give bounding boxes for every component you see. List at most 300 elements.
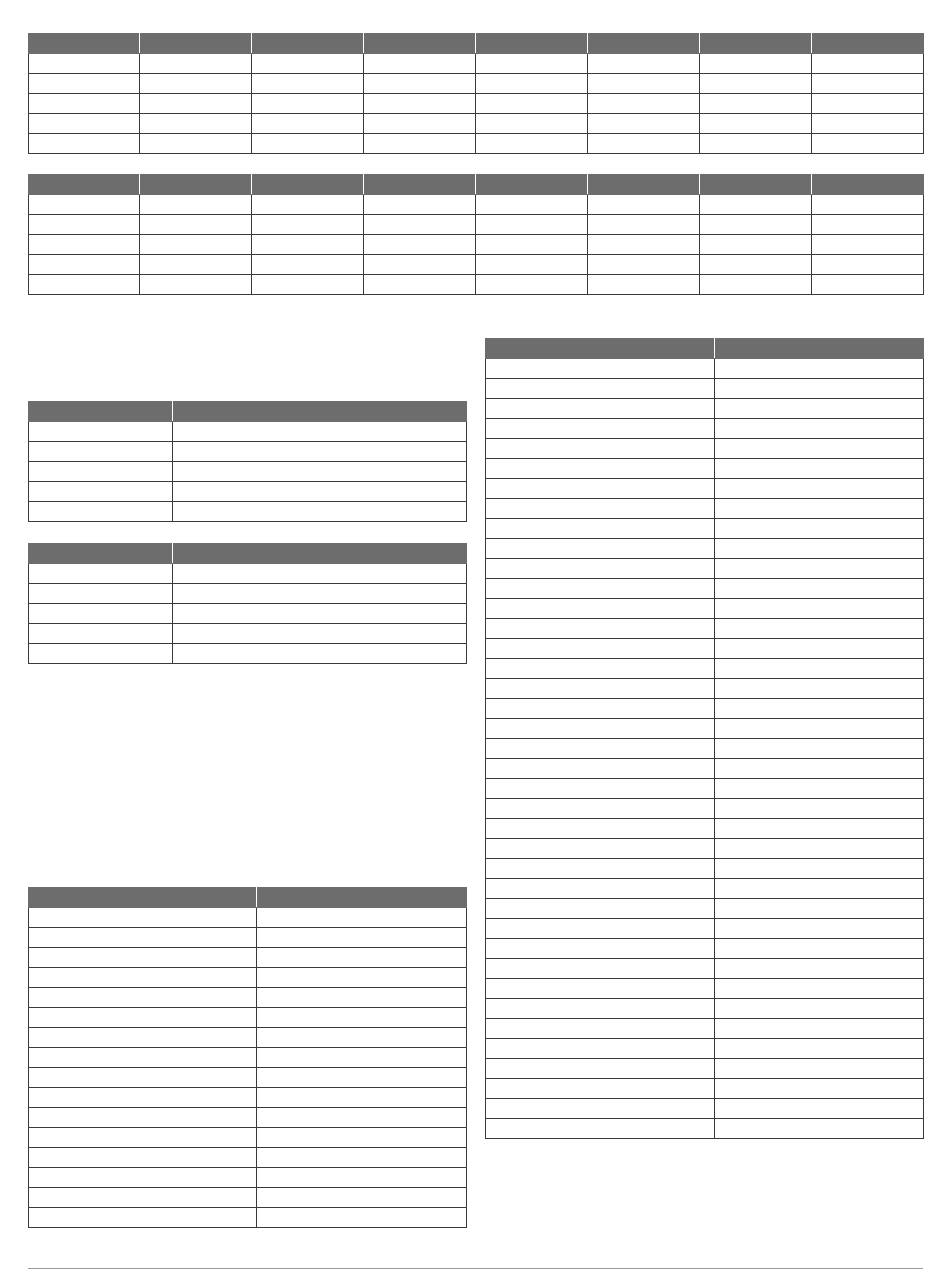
table-cell (29, 1048, 257, 1068)
column-header (715, 339, 924, 359)
table-cell (29, 114, 140, 134)
column-header (29, 175, 140, 195)
table-cell (257, 1188, 467, 1208)
table-cell (486, 639, 715, 659)
table-cell (715, 759, 924, 779)
table-cell (140, 215, 252, 235)
table-cell (257, 1108, 467, 1128)
table-row (486, 679, 924, 699)
table-cell (812, 54, 924, 74)
table-row (486, 419, 924, 439)
table-cell (29, 908, 257, 928)
table-cell (715, 439, 924, 459)
table-cell (812, 255, 924, 275)
table-row (29, 74, 924, 94)
table-row (29, 584, 467, 604)
table-cell (29, 584, 173, 604)
table-cell (476, 114, 588, 134)
table-row (29, 1008, 467, 1028)
table-cell (140, 255, 252, 275)
table-cell (700, 255, 812, 275)
table-cell (173, 502, 467, 522)
table-row (29, 928, 467, 948)
table-cell (29, 235, 140, 255)
header-row (29, 888, 467, 908)
table-row (486, 459, 924, 479)
table-cell (29, 564, 173, 584)
table-cell (715, 879, 924, 899)
left-small-table-1 (28, 401, 467, 522)
table-cell (700, 54, 812, 74)
table-row (29, 1088, 467, 1108)
table-cell (173, 644, 467, 664)
table-cell (715, 1099, 924, 1119)
table-cell (700, 215, 812, 235)
table-row (29, 1028, 467, 1048)
header-row (486, 339, 924, 359)
header-row (29, 34, 924, 54)
column-header (364, 175, 476, 195)
table-cell (364, 195, 476, 215)
table-header (29, 34, 924, 54)
table-cell (700, 275, 812, 295)
table-cell (715, 1019, 924, 1039)
table-cell (257, 1208, 467, 1228)
table-cell (486, 599, 715, 619)
table-cell (257, 1008, 467, 1028)
table-row (29, 462, 467, 482)
table-cell (812, 235, 924, 255)
table-cell (812, 74, 924, 94)
table-cell (29, 988, 257, 1008)
table-row (486, 939, 924, 959)
table-row (486, 1019, 924, 1039)
table-cell (476, 195, 588, 215)
table-cell (257, 1128, 467, 1148)
table-cell (715, 739, 924, 759)
table-cell (252, 235, 364, 255)
table-cell (486, 499, 715, 519)
table-row (29, 1048, 467, 1068)
table-cell (715, 919, 924, 939)
table-cell (29, 928, 257, 948)
table-cell (252, 94, 364, 114)
table-cell (486, 839, 715, 859)
table-cell (29, 134, 140, 154)
table-row (486, 739, 924, 759)
table-cell (29, 54, 140, 74)
table-cell (140, 114, 252, 134)
column-header (364, 34, 476, 54)
footer-divider (28, 1268, 923, 1269)
table-row (29, 215, 924, 235)
table-cell (715, 779, 924, 799)
table-cell (700, 235, 812, 255)
table-header (29, 402, 467, 422)
table-row (486, 539, 924, 559)
table-row (29, 255, 924, 275)
table-row (486, 959, 924, 979)
table-cell (486, 899, 715, 919)
table-row (486, 759, 924, 779)
column-header (140, 175, 252, 195)
table-row (486, 619, 924, 639)
table-cell (486, 659, 715, 679)
header-row (29, 544, 467, 564)
table-cell (29, 195, 140, 215)
table-row (486, 519, 924, 539)
table-cell (715, 1059, 924, 1079)
table-cell (812, 275, 924, 295)
table-row (29, 482, 467, 502)
table-cell (588, 275, 700, 295)
table-cell (715, 539, 924, 559)
table-cell (252, 255, 364, 275)
table-cell (715, 679, 924, 699)
table-cell (486, 519, 715, 539)
table-cell (173, 422, 467, 442)
table-row (29, 442, 467, 462)
table-row (486, 439, 924, 459)
table-cell (700, 114, 812, 134)
table-cell (588, 114, 700, 134)
table-row (29, 195, 924, 215)
table-cell (588, 255, 700, 275)
table-cell (486, 819, 715, 839)
table-cell (715, 799, 924, 819)
column-header (588, 175, 700, 195)
table-cell (588, 94, 700, 114)
table-row (29, 948, 467, 968)
table-cell (486, 879, 715, 899)
table-cell (29, 1108, 257, 1128)
table-row (486, 599, 924, 619)
table-cell (364, 54, 476, 74)
table-row (29, 422, 467, 442)
table-cell (486, 759, 715, 779)
table-cell (588, 134, 700, 154)
table-header (29, 888, 467, 908)
column-header (812, 175, 924, 195)
table-cell (715, 979, 924, 999)
table-body (486, 359, 924, 1139)
table-cell (257, 1048, 467, 1068)
table-cell (715, 999, 924, 1019)
table-row (486, 359, 924, 379)
table-cell (173, 604, 467, 624)
table-row (29, 644, 467, 664)
table-cell (486, 859, 715, 879)
table-cell (715, 379, 924, 399)
table-row (29, 502, 467, 522)
table-cell (257, 988, 467, 1008)
table-cell (476, 235, 588, 255)
table-cell (29, 1008, 257, 1028)
table-cell (29, 275, 140, 295)
table-cell (29, 462, 173, 482)
column-header (252, 175, 364, 195)
column-header (252, 34, 364, 54)
table-row (29, 968, 467, 988)
column-header (700, 175, 812, 195)
table-cell (715, 459, 924, 479)
table-cell (486, 359, 715, 379)
table-cell (29, 1028, 257, 1048)
table-cell (715, 1039, 924, 1059)
column-header (29, 544, 173, 564)
table-cell (715, 719, 924, 739)
column-header (140, 34, 252, 54)
table-cell (812, 114, 924, 134)
table-cell (173, 584, 467, 604)
wide-table-1 (28, 33, 924, 154)
table-cell (29, 604, 173, 624)
table-cell (700, 195, 812, 215)
table-row (29, 235, 924, 255)
table-cell (140, 235, 252, 255)
table-cell (812, 195, 924, 215)
table-row (29, 1108, 467, 1128)
column-header (812, 34, 924, 54)
table-body (29, 908, 467, 1228)
table-cell (257, 1088, 467, 1108)
table-cell (715, 839, 924, 859)
table-row (29, 134, 924, 154)
table-cell (29, 1188, 257, 1208)
column-header (173, 402, 467, 422)
table-cell (715, 419, 924, 439)
table-row (486, 579, 924, 599)
table-cell (486, 719, 715, 739)
table-cell (588, 195, 700, 215)
table-header (486, 339, 924, 359)
table-cell (715, 599, 924, 619)
table-cell (715, 479, 924, 499)
table-cell (715, 939, 924, 959)
table-row (486, 479, 924, 499)
table-cell (715, 699, 924, 719)
table-row (29, 908, 467, 928)
table-cell (715, 899, 924, 919)
table-cell (29, 255, 140, 275)
table-row (29, 1068, 467, 1088)
table-cell (486, 999, 715, 1019)
table-cell (700, 94, 812, 114)
header-row (29, 175, 924, 195)
table-cell (476, 275, 588, 295)
table-row (29, 564, 467, 584)
table-row (29, 275, 924, 295)
table-cell (257, 1148, 467, 1168)
table-cell (252, 74, 364, 94)
column-header (588, 34, 700, 54)
table-row (486, 1059, 924, 1079)
table-body (29, 564, 467, 664)
table-cell (715, 359, 924, 379)
header-row (29, 402, 467, 422)
table-cell (140, 94, 252, 114)
table-cell (252, 275, 364, 295)
table-cell (252, 114, 364, 134)
table-cell (29, 1148, 257, 1168)
table-row (486, 1079, 924, 1099)
table-cell (715, 619, 924, 639)
table-cell (715, 659, 924, 679)
table-cell (486, 799, 715, 819)
table-row (29, 624, 467, 644)
table-cell (486, 1079, 715, 1099)
table-row (486, 979, 924, 999)
table-row (486, 1119, 924, 1139)
table-row (486, 699, 924, 719)
table-row (486, 399, 924, 419)
table-cell (29, 502, 173, 522)
table-row (486, 819, 924, 839)
column-header (700, 34, 812, 54)
table-cell (257, 968, 467, 988)
table-cell (486, 1119, 715, 1139)
table-row (486, 999, 924, 1019)
table-cell (588, 235, 700, 255)
table-cell (364, 255, 476, 275)
table-row (486, 659, 924, 679)
table-cell (29, 1068, 257, 1088)
table-row (29, 1208, 467, 1228)
table-cell (29, 1128, 257, 1148)
table-cell (364, 275, 476, 295)
table-cell (476, 94, 588, 114)
table-cell (715, 859, 924, 879)
table-row (29, 1188, 467, 1208)
table-row (486, 379, 924, 399)
table-cell (486, 959, 715, 979)
table-row (29, 114, 924, 134)
table-row (29, 1128, 467, 1148)
table-cell (812, 94, 924, 114)
table-cell (715, 1119, 924, 1139)
table-cell (486, 579, 715, 599)
table-cell (486, 1059, 715, 1079)
table-row (486, 639, 924, 659)
table-cell (252, 215, 364, 235)
table-cell (29, 1168, 257, 1188)
table-cell (173, 564, 467, 584)
table-row (486, 1099, 924, 1119)
table-cell (486, 399, 715, 419)
table-cell (29, 74, 140, 94)
table-cell (588, 215, 700, 235)
table-cell (715, 639, 924, 659)
table-cell (173, 624, 467, 644)
table-row (29, 94, 924, 114)
table-cell (700, 74, 812, 94)
table-row (486, 919, 924, 939)
table-cell (486, 439, 715, 459)
table-cell (486, 1019, 715, 1039)
table-cell (486, 1099, 715, 1119)
table-cell (486, 459, 715, 479)
table-cell (257, 948, 467, 968)
table-cell (140, 275, 252, 295)
table-row (486, 499, 924, 519)
table-cell (588, 74, 700, 94)
table-cell (257, 908, 467, 928)
left-long-table (28, 887, 467, 1228)
table-cell (486, 419, 715, 439)
table-cell (476, 54, 588, 74)
table-cell (715, 559, 924, 579)
table-cell (364, 235, 476, 255)
wide-table-2 (28, 174, 924, 295)
column-header (486, 339, 715, 359)
table-cell (140, 74, 252, 94)
table-cell (252, 195, 364, 215)
table-cell (715, 819, 924, 839)
table-cell (29, 1088, 257, 1108)
table-row (29, 1168, 467, 1188)
table-cell (29, 215, 140, 235)
table-header (29, 175, 924, 195)
table-row (486, 559, 924, 579)
table-cell (486, 919, 715, 939)
table-row (486, 719, 924, 739)
table-cell (140, 54, 252, 74)
table-row (486, 859, 924, 879)
column-header (173, 544, 467, 564)
table-cell (257, 928, 467, 948)
table-row (486, 899, 924, 919)
table-row (29, 1148, 467, 1168)
table-row (29, 988, 467, 1008)
table-cell (486, 679, 715, 699)
table-cell (486, 779, 715, 799)
table-cell (486, 619, 715, 639)
table-cell (29, 624, 173, 644)
table-cell (476, 134, 588, 154)
table-row (486, 799, 924, 819)
column-header (29, 34, 140, 54)
table-cell (812, 215, 924, 235)
table-cell (476, 215, 588, 235)
table-row (486, 839, 924, 859)
column-header (476, 34, 588, 54)
table-row (486, 1039, 924, 1059)
table-cell (252, 54, 364, 74)
table-body (29, 54, 924, 154)
table-cell (715, 959, 924, 979)
right-long-table (485, 338, 924, 1139)
table-cell (364, 114, 476, 134)
table-cell (476, 255, 588, 275)
table-cell (173, 482, 467, 502)
table-cell (29, 482, 173, 502)
table-cell (364, 74, 476, 94)
table-row (486, 779, 924, 799)
table-cell (29, 644, 173, 664)
table-cell (364, 134, 476, 154)
table-cell (364, 215, 476, 235)
table-cell (29, 948, 257, 968)
table-cell (715, 1079, 924, 1099)
table-cell (29, 94, 140, 114)
table-cell (486, 379, 715, 399)
table-cell (715, 499, 924, 519)
table-cell (486, 479, 715, 499)
table-row (486, 879, 924, 899)
table-header (29, 544, 467, 564)
table-cell (140, 195, 252, 215)
table-cell (486, 739, 715, 759)
